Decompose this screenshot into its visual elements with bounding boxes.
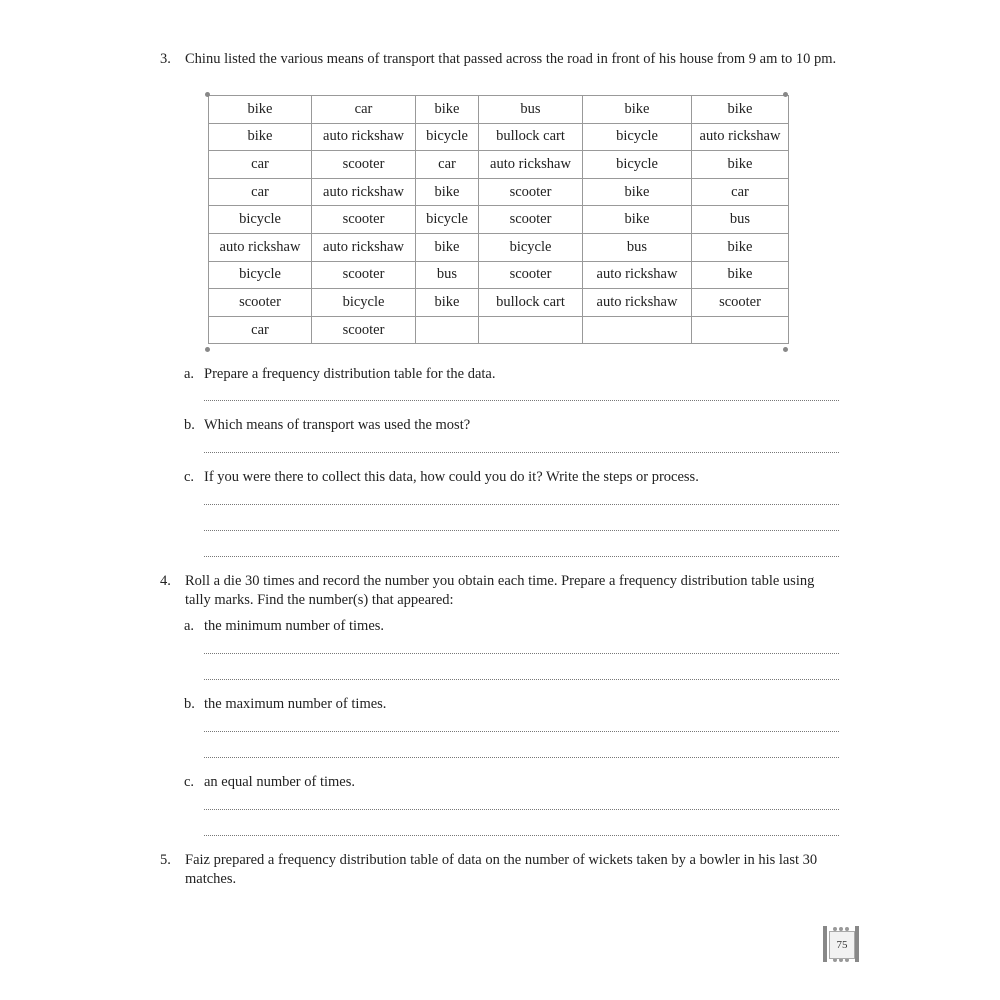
table-cell: bike bbox=[692, 261, 789, 289]
badge-right-bar bbox=[855, 926, 859, 962]
table-row bbox=[209, 261, 789, 289]
question-text: Roll a die 30 times and record the number you obtain each time. Prepare a frequency distribution table using tally marks. Find the number(s) that appeared: bbox=[185, 573, 815, 608]
part-text: Which means of transport was used the most? bbox=[204, 417, 471, 433]
table-row bbox=[209, 178, 789, 206]
table-cell: car bbox=[416, 151, 479, 179]
table-cell: bike bbox=[209, 123, 312, 151]
table-cell: bicycle bbox=[209, 261, 312, 289]
table-cell: auto rickshaw bbox=[692, 123, 789, 151]
question-number: 5. bbox=[160, 852, 171, 868]
transport-table bbox=[208, 95, 789, 344]
table-cell: scooter bbox=[479, 206, 583, 234]
table-cell: scooter bbox=[479, 261, 583, 289]
table-cell: bike bbox=[583, 96, 692, 124]
table-cell: scooter bbox=[479, 178, 583, 206]
answer-line[interactable] bbox=[204, 835, 839, 836]
table-cell: bicycle bbox=[479, 233, 583, 261]
table-cell: bicycle bbox=[583, 151, 692, 179]
table-cell: bicycle bbox=[416, 123, 479, 151]
table-cell: bus bbox=[416, 261, 479, 289]
part-letter: c. bbox=[184, 774, 195, 790]
table-cell: car bbox=[692, 178, 789, 206]
question-number: 4. bbox=[160, 573, 171, 589]
table-cell: bus bbox=[479, 96, 583, 124]
table-corner-dot bbox=[783, 92, 788, 97]
table-cell: bike bbox=[416, 289, 479, 317]
table-row bbox=[209, 316, 789, 344]
part-text: an equal number of times. bbox=[204, 774, 355, 790]
table-cell: bullock cart bbox=[479, 289, 583, 317]
table-row bbox=[209, 289, 789, 317]
page-number-badge bbox=[823, 926, 859, 962]
table-cell: bicycle bbox=[312, 289, 416, 317]
answer-line[interactable] bbox=[204, 731, 839, 732]
table-row bbox=[209, 151, 789, 179]
table-cell: bus bbox=[583, 233, 692, 261]
answer-line[interactable] bbox=[204, 653, 839, 654]
table-cell: bike bbox=[583, 178, 692, 206]
part-letter: b. bbox=[184, 417, 195, 433]
table-cell: car bbox=[209, 178, 312, 206]
table-cell: auto rickshaw bbox=[312, 123, 416, 151]
table-cell: car bbox=[312, 96, 416, 124]
badge-left-bar bbox=[823, 926, 827, 962]
part-letter: c. bbox=[184, 469, 195, 485]
answer-line[interactable] bbox=[204, 400, 839, 401]
answer-line[interactable] bbox=[204, 530, 839, 531]
table-cell bbox=[583, 316, 692, 344]
table-cell: bike bbox=[416, 178, 479, 206]
table-cell: bicycle bbox=[209, 206, 312, 234]
table-cell: auto rickshaw bbox=[209, 233, 312, 261]
table-cell: car bbox=[209, 151, 312, 179]
table-row bbox=[209, 233, 789, 261]
table-row bbox=[209, 206, 789, 234]
table-cell: scooter bbox=[209, 289, 312, 317]
table-cell: bike bbox=[416, 96, 479, 124]
table-cell: bicycle bbox=[583, 123, 692, 151]
table-cell: bike bbox=[583, 206, 692, 234]
table-cell: bike bbox=[692, 151, 789, 179]
table-cell: car bbox=[209, 316, 312, 344]
part-text: Prepare a frequency distribution table for the data. bbox=[204, 366, 496, 382]
table-cell: auto rickshaw bbox=[312, 233, 416, 261]
part-letter: a. bbox=[184, 366, 195, 382]
table-cell: bike bbox=[692, 233, 789, 261]
table-cell: bike bbox=[416, 233, 479, 261]
answer-line[interactable] bbox=[204, 452, 839, 453]
table-cell: auto rickshaw bbox=[479, 151, 583, 179]
table-corner-dot bbox=[205, 92, 210, 97]
table-cell: scooter bbox=[692, 289, 789, 317]
table-cell: scooter bbox=[312, 151, 416, 179]
part-text: If you were there to collect this data, how could you do it? Write the steps or process. bbox=[204, 469, 699, 485]
part-text: the minimum number of times. bbox=[204, 618, 385, 634]
table-cell: bike bbox=[209, 96, 312, 124]
table-row bbox=[209, 96, 789, 124]
table-cell: scooter bbox=[312, 206, 416, 234]
table-cell: scooter bbox=[312, 261, 416, 289]
table-cell: scooter bbox=[312, 316, 416, 344]
answer-line[interactable] bbox=[204, 679, 839, 680]
question-text: Chinu listed the various means of transport that passed across the road in front of his house from 9 am to 10 pm. bbox=[185, 51, 837, 67]
question-text: Faiz prepared a frequency distribution table of data on the number of wickets taken by a bowler in his last 30 matches. bbox=[185, 852, 818, 887]
table-row bbox=[209, 123, 789, 151]
page-number: 75 bbox=[829, 931, 855, 959]
table-cell: bus bbox=[692, 206, 789, 234]
table-cell: auto rickshaw bbox=[583, 289, 692, 317]
table-cell: bike bbox=[692, 96, 789, 124]
part-text: the maximum number of times. bbox=[204, 696, 387, 712]
table-cell: auto rickshaw bbox=[312, 178, 416, 206]
table-cell bbox=[692, 316, 789, 344]
table-cell: bicycle bbox=[416, 206, 479, 234]
question-number: 3. bbox=[160, 51, 171, 67]
part-letter: b. bbox=[184, 696, 195, 712]
table-cell bbox=[479, 316, 583, 344]
answer-line[interactable] bbox=[204, 757, 839, 758]
table-cell bbox=[416, 316, 479, 344]
answer-line[interactable] bbox=[204, 504, 839, 505]
table-cell: bullock cart bbox=[479, 123, 583, 151]
table-cell: auto rickshaw bbox=[583, 261, 692, 289]
table-corner-dot bbox=[783, 347, 788, 352]
table-corner-dot bbox=[205, 347, 210, 352]
part-letter: a. bbox=[184, 618, 195, 634]
answer-line[interactable] bbox=[204, 809, 839, 810]
answer-line[interactable] bbox=[204, 556, 839, 557]
